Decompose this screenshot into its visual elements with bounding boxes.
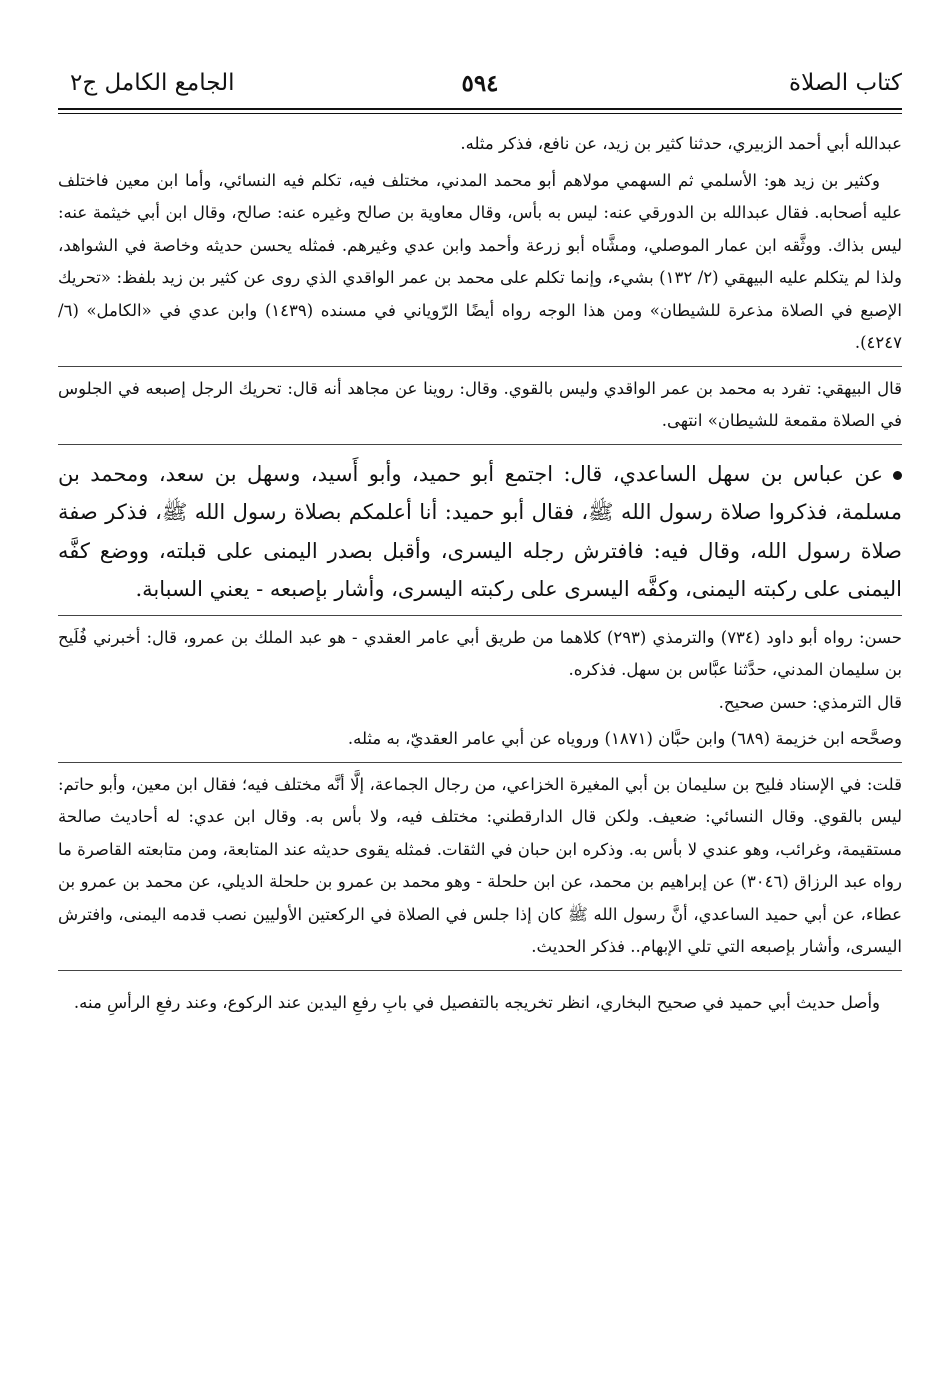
book-title: الجامع الكامل ج٢ [70, 70, 235, 96]
authentication-paragraph: وصحَّحه ابن خزيمة (٦٨٩) وابن حبَّان (١٨٧١) وروياه عن أبي عامر العقديّ، به مثله. [347, 729, 902, 748]
closing-paragraph: وأصل حديث أبي حميد في صحيح البخاري، انظر تخريجه بالتفصيل في بابِ رفعِ اليدين عند الركوع، وعند رفعِ الرأسِ منه. [73, 992, 880, 1012]
chapter-title: كتاب الصلاة [789, 70, 902, 96]
page-number: ٥٩٤ [461, 70, 499, 97]
header-rule-thick [58, 108, 902, 110]
header-rule-thin [58, 113, 902, 114]
page-content [58, 128, 902, 1019]
tirmidhi-verdict: قال الترمذي: حسن صحيح. [718, 692, 902, 712]
hadith-text [58, 455, 902, 609]
book-page [58, 62, 902, 1019]
bullet-icon [893, 471, 902, 480]
quote-paragraph: قال البيهقي: تفرد به محمد بن عمر الواقدي وليس بالقوي. وقال: روينا عن مجاهد أنه قال: تحريك الرجل إصبعه في الجلوس في الصلاة مقمعة للشيطان» انتهى. [58, 378, 902, 430]
separator-line [58, 366, 902, 367]
page-header [58, 62, 902, 104]
separator-line [58, 615, 902, 616]
separator-line [58, 762, 902, 763]
separator-line [58, 970, 902, 971]
takhrij-paragraph: حسن: رواه أبو داود (٧٣٤) والترمذي (٢٩٣) كلاهما من طريق أبي عامر العقدي - هو عبد الملك بن عمرو، قال: أخبرني فُلَيح بن سليمان المدني، حدَّثنا عبَّاس بن سهل. فذكره. [58, 627, 902, 679]
hadith-body: عن عباس بن سهل الساعدي، قال: اجتمع أبو حميد، وأبو أَسيد، وسهل بن سعد، ومحمد بن مسلمة، فذكروا صلاة رسول الله ﷺ، فقال أبو حميد: أنا أعلمكم بصلاة رسول الله ﷺ، فذكر صفة صلاة رسول الله، وقال فيه: فافترش رجله اليسرى، وأقبل بصدر اليمنى على قبلته، ووضع كفَّه اليمنى على ركبته اليمنى، وكفَّه اليسرى على ركبته اليسرى، وأشار بإصبعه - يعني السبابة. [58, 461, 902, 601]
separator-line [58, 444, 902, 445]
commentary-paragraph: قلت: في الإسناد فليح بن سليمان بن أبي المغيرة الخزاعي، من رجال الجماعة، إلَّا أنَّه مختلف فيه؛ فقال ابن معين، وأبو حاتم: ليس بالقوي. وقال النسائي: ضعيف. ولكن قال الدارقطني: مختلف فيه، ولا بأس به. وقال ابن عدي: له أحاديث صالحة مستقيمة، وغرائب، وهو عندي لا بأس به. وذكره ابن حبان في الثقات. فمثله يقوى حديثه عند المتابعة، ومن متابعته القاصرة ما رواه عبد الرزاق (٣٠٤٦) عن إبراهيم بن محمد، عن ابن حلحلة - وهو محمد بن عمرو بن حلحلة الديلي، عن محمد بن عمرو بن عطاء، عن أبي حميد الساعدي، أنَّ رسول الله ﷺ كان إذا جلس في الصلاة في الركعتين الأوليين نصب قدمه اليمنى، وافترش اليسرى، وأشار بإصبعه التي تلي الإبهام.. فذكر الحديث. [58, 774, 902, 956]
footnote-paragraph: وكثير بن زيد هو: الأسلمي ثم السهمي مولاهم أبو محمد المدني، مختلف فيه، تكلم فيه النسائي، وأما ابن معين فاختلف عليه أصحابه. فقال عبدالله بن الدورقي عنه: ليس به بأس، وقال معاوية بن صالح وغيره عنه: صالح، وقال ابن أبي خيثمة عنه: ليس بذاك. ووثَّقه ابن عمار الموصلي، ومشَّاه أبو زرعة وأحمد وابن عدي وغيرهم. فمثله يحسن حديثه وخاصة في الشواهد، ولذا لم يتكلم عليه البيهقي (٢/ ١٣٢) بشيء، وإنما تكلم على محمد بن عمر الواقدي الذي روى عن كثير بن زيد بلفظ: «تحريك الإصبع في الصلاة مذعرة للشيطان» ومن هذا الوجه رواه أيضًا الرّوياني في مسنده (١٤٣٩) وابن عدي في «الكامل» (٦/ ٤٢٤٧). [58, 170, 903, 352]
footnote-paragraph: عبدالله أبي أحمد الزبيري، حدثنا كثير بن زيد، عن نافع، فذكر مثله. [460, 134, 902, 153]
